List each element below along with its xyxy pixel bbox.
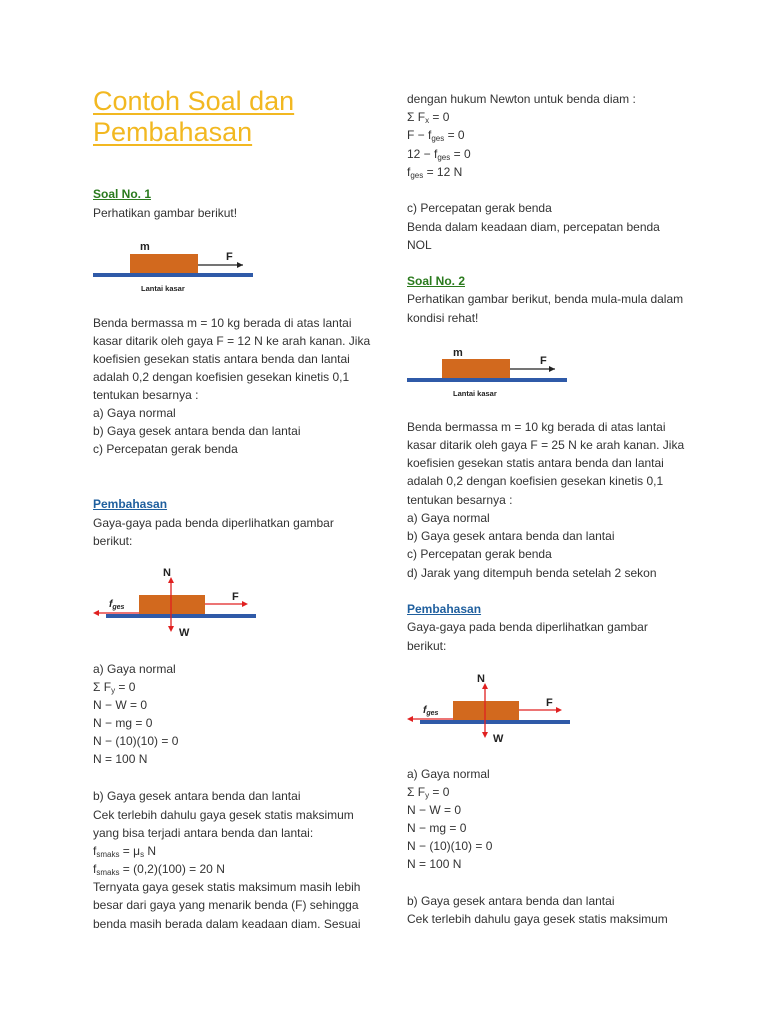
floor-shape [420, 720, 570, 724]
text-line: Cek terlebih dahulu gaya gesek statis maksimum [407, 912, 668, 926]
figure-4-force-diagram [407, 670, 587, 750]
page-title: Contoh Soal dan Pembahasan [93, 86, 295, 147]
text-line: koefisien gesekan statis antara benda dan lantai [407, 456, 664, 470]
text-line: Benda bermassa m = 10 kg berada di atas lantai [93, 316, 352, 330]
mass-label: m [140, 241, 150, 253]
figure-2-force-diagram [93, 564, 273, 644]
text-line: Ternyata gaya gesek statis maksimum masih lebih [93, 880, 361, 894]
text-line: Σ $F_y = 0$ [407, 785, 450, 800]
text-line: Σ $F_x = 0$ [407, 110, 450, 125]
pembahasan-1-heading[interactable]: Pembahasan [93, 497, 168, 511]
text-line: b) Gaya gesek antara benda dan lantai [93, 789, 301, 803]
force-label: F [540, 355, 547, 367]
text-line: Gaya-gaya pada benda diperlihatkan gambar [407, 620, 648, 634]
text-line: berikut: [93, 534, 133, 548]
force-label: F [232, 591, 239, 603]
block-shape [130, 254, 198, 273]
text-line: a) Gaya normal [407, 511, 490, 525]
text-line: yang bisa terjadi antara benda dan lantai: [93, 826, 314, 840]
text-line: kasar ditarik oleh gaya F = 12 N ke arah kanan. Jika [93, 334, 371, 348]
friction-label: $f_{ges}$ [109, 599, 125, 611]
text-line: N − (10)(10) = 0 [407, 839, 493, 853]
text-line: $f_{smaks} = (0,2)(100) = 20$ N [93, 862, 225, 877]
text-line: $12 - f_{ges} = 0$ [407, 147, 471, 162]
text-line: Σ $F_y = 0$ [93, 680, 136, 695]
text-line: N = 100 N [407, 857, 462, 871]
text-line: N − W = 0 [407, 803, 462, 817]
text-line: kondisi rehat! [407, 311, 479, 325]
soal-1-heading[interactable]: Soal No. 1 [93, 187, 152, 201]
text-line: besar dari gaya yang menarik benda (F) sehingga [93, 898, 359, 912]
text-line: N − mg = 0 [93, 716, 153, 730]
text-line: $f_{smaks} = \mu_s$ N [93, 844, 157, 859]
text-line: b) Gaya gesek antara benda dan lantai [93, 424, 301, 438]
floor-label: Lantai kasar [141, 284, 185, 293]
text-line: Benda bermassa m = 10 kg berada di atas lantai [407, 420, 666, 434]
soal-2-heading[interactable]: Soal No. 2 [407, 274, 466, 288]
floor-shape [106, 614, 256, 618]
text-line: c) Percepatan gerak benda [407, 547, 552, 561]
pembahasan-2-heading[interactable]: Pembahasan [407, 602, 482, 616]
floor-label: Lantai kasar [453, 389, 497, 398]
text-line: N = 100 N [93, 752, 148, 766]
soal-1-intro: Perhatikan gambar berikut! [93, 206, 238, 220]
text-line: tentukan besarnya : [93, 388, 199, 402]
arrow-left-icon [93, 610, 99, 616]
text-line: kasar ditarik oleh gaya F = 25 N ke arah kanan. Jika [407, 438, 685, 452]
text-line: Benda dalam keadaan diam, percepatan benda [407, 220, 660, 234]
text-line: adalah 0,2 dengan koefisien gesekan kinetis 0,1 [407, 474, 664, 488]
text-line: N − W = 0 [93, 698, 148, 712]
force-label: F [546, 697, 553, 709]
arrow-head-icon [549, 366, 555, 372]
text-line: adalah 0,2 dengan koefisien gesekan kinetis 0,1 [93, 370, 350, 384]
text-line: Perhatikan gambar berikut, benda mula-mula dalam [407, 292, 684, 306]
text-line: d) Jarak yang ditempuh benda setelah 2 sekon [407, 566, 657, 580]
weight-label: W [179, 627, 190, 639]
text-line: c) Percepatan gerak benda [93, 442, 238, 456]
block-shape [453, 701, 519, 720]
floor-shape [93, 273, 253, 277]
text-line: benda masih berada dalam keadaan diam. Sesuai [93, 917, 361, 931]
arrow-down-icon [482, 732, 488, 738]
figure-1-block-on-floor [93, 236, 258, 296]
text-line: c) Percepatan gerak benda [407, 201, 552, 215]
text-line: N − mg = 0 [407, 821, 467, 835]
arrow-right-icon [556, 707, 562, 713]
text-line: $F - f_{ges} = 0$ [407, 128, 465, 143]
text-line: $f_{ges} = 12$ N [407, 165, 463, 180]
block-shape [139, 595, 205, 614]
force-label: F [226, 251, 233, 263]
figure-3-block-on-floor [407, 342, 572, 402]
text-line: N − (10)(10) = 0 [93, 734, 179, 748]
normal-label: N [477, 673, 485, 685]
text-line: b) Gaya gesek antara benda dan lantai [407, 894, 615, 908]
text-line: koefisien gesekan statis antara benda dan lantai [93, 352, 350, 366]
arrow-down-icon [168, 626, 174, 632]
text-line: a) Gaya normal [407, 767, 490, 781]
normal-label: N [163, 567, 171, 579]
text-line: a) Gaya normal [93, 406, 176, 420]
text-line: Gaya-gaya pada benda diperlihatkan gambar [93, 516, 334, 530]
friction-label: $f_{ges}$ [423, 705, 439, 717]
block-shape [442, 359, 510, 378]
text-line: tentukan besarnya : [407, 493, 513, 507]
text-line: berikut: [407, 639, 447, 653]
text-line: Cek terlebih dahulu gaya gesek statis maksimum [93, 808, 354, 822]
floor-shape [407, 378, 567, 382]
mass-label: m [453, 347, 463, 359]
text-line: NOL [407, 238, 432, 252]
arrow-left-icon [407, 716, 413, 722]
arrow-head-icon [237, 262, 243, 268]
text-line: a) Gaya normal [93, 662, 176, 676]
weight-label: W [493, 733, 504, 745]
arrow-right-icon [242, 601, 248, 607]
text-line: b) Gaya gesek antara benda dan lantai [407, 529, 615, 543]
text-line: dengan hukum Newton untuk benda diam : [407, 92, 636, 106]
